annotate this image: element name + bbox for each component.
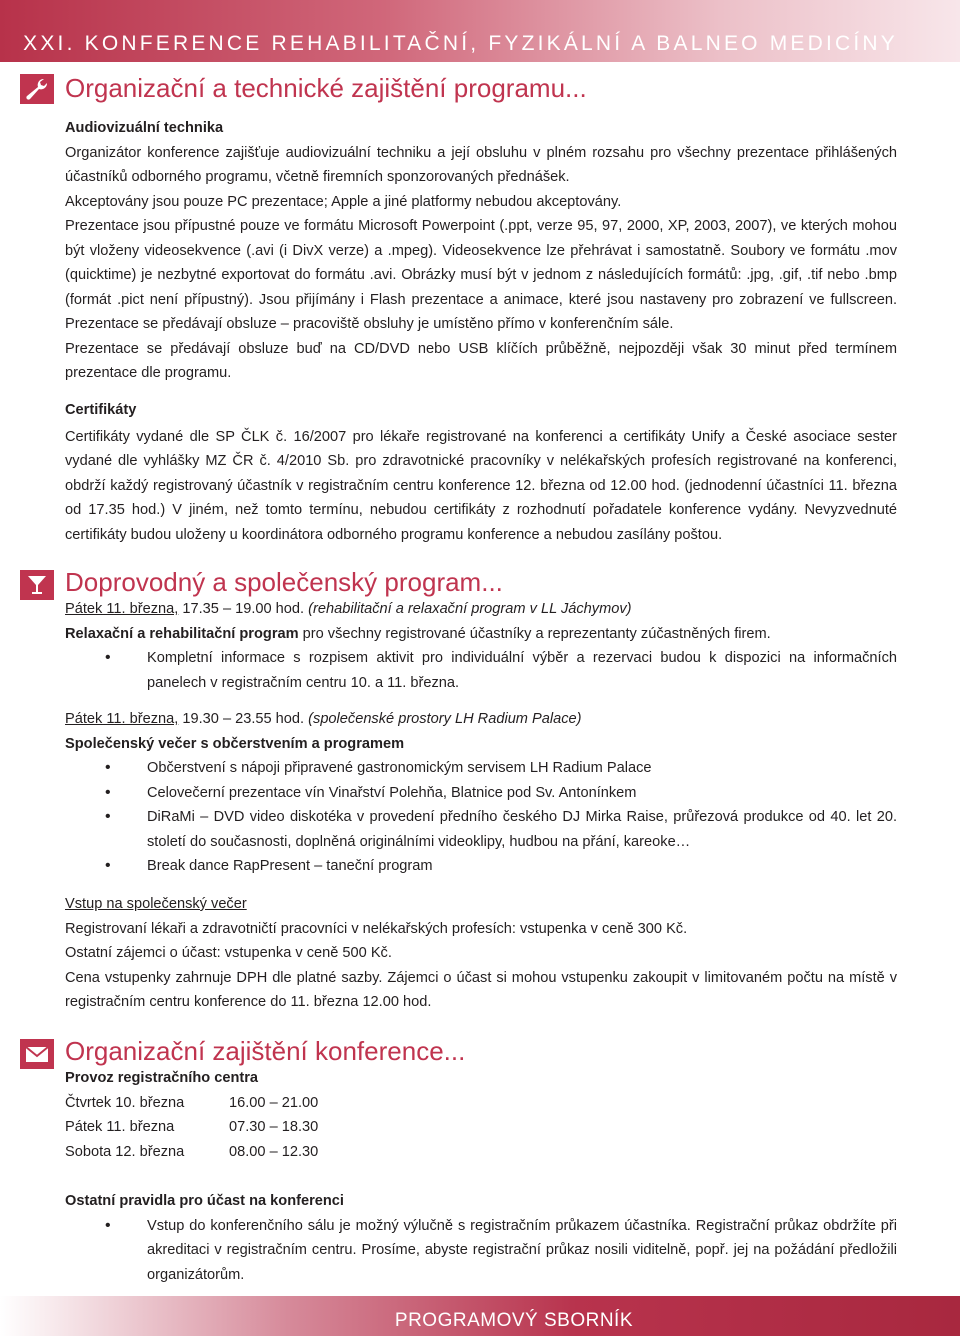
event-2-bullet: • Celovečerní prezentace vín Vinařství Polehňa, Blatnice pod Sv. Antonínkem: [65, 781, 897, 806]
hours-time: 08.00 – 12.30: [229, 1143, 319, 1160]
event-1-date: Pátek 11. března,: [65, 601, 179, 617]
av-heading: Audiovizuální technika: [65, 120, 224, 136]
event-1-title-rest: pro všechny registrované účastníky a reprezentanty zúčastněných firem.: [298, 625, 771, 642]
av-paragraph-1: Organizátor konference zajišťuje audiovizuální techniku a její obsluhu v plném rozsahu pro všechny prezentace přihlášených účastníků odborného programu, včetně firemních sponzorovaných přednášek.: [65, 144, 897, 185]
wrench-icon-svg: [24, 77, 50, 101]
entry-line-2: Ostatní zájemci o účast: vstupenka v ceně 500 Kč.: [65, 945, 392, 961]
av-paragraph-3: Prezentace jsou přípustné pouze ve formátu Microsoft Powerpoint (.ppt, verze 95, 97, 2000, XP, 2003, 2007), ve kterých mohou být vloženy videosekvence (.avi (i DivX verze) a .mpeg). Videosekvence lze přehrávat i samostatně. Soubory ve formátu .mov (quicktime) je nezbytné exportovat do formátu .avi. Obrázky musí být v jednom z následujících formátů: .jpg, .gif, .tif nebo .bmp (formát .pict není přípustný). Jsou přijímány i Flash prezentace a animace, které jsou nastaveny pro zobrazení ve fullscreen. Prezentace se předávají obsluze – pracoviště obsluhy je umístěno přímo v konferenčním sále.: [65, 218, 897, 332]
event-2-time: 19.30 – 23.55 hod.: [178, 711, 309, 727]
rules-bullet: • Vstup do konferenčního sálu je možný výlučně s registračním průkazem účastníka. Registrační průkaz obdržíte při akreditaci v registračním centru. Prosíme, abyste registrační průkaz nosili viditelně, popř. jej na požádání předložili organizátorům.: [65, 1214, 897, 1288]
cocktail-glass-icon: [20, 570, 54, 600]
section-title-organization: Organizační zajištění konference...: [65, 1036, 466, 1066]
event-1-title-line: [65, 622, 897, 647]
event-1-time: 17.35 – 19.00 hod.: [178, 601, 309, 617]
event-1-datetime: [65, 597, 897, 622]
event-2-note: (společenské prostory LH Radium Palace): [308, 711, 582, 727]
av-paragraph-2: Akceptovány jsou pouze PC prezentace; Apple a jiné platformy nebudou akceptovány.: [65, 193, 622, 210]
event-1-bullet: • Kompletní informace s rozpisem aktivit pro individuální výběr a rezervaci budou k dispozici na informačních panelech v registračním centru 10. a 11. března.: [65, 646, 897, 695]
av-paragraph-4: Prezentace se předávají obsluze buď na CD/DVD nebo USB klíčích průběžně, nejpozději však 30 minut před termínem prezentace dle programu.: [65, 340, 897, 381]
entry-heading: Vstup na společenský večer: [65, 896, 247, 912]
envelope-svg: [24, 1044, 50, 1064]
hours-time: 07.30 – 18.30: [229, 1119, 319, 1135]
av-section: [65, 116, 897, 386]
footer-label: PROGRAMOVÝ SBORNÍK: [394, 1310, 633, 1331]
header-bar: [0, 0, 960, 62]
cert-section: [65, 398, 897, 547]
wrench-icon: [20, 74, 54, 104]
section-title-social: Doprovodný a společenský program...: [65, 567, 503, 597]
event-2-bullet: • Občerstvení s nápoji připravené gastronomickým servisem LH Radium Palace: [65, 756, 897, 781]
envelope-icon: [20, 1039, 54, 1069]
cert-heading: Certifikáty: [65, 402, 137, 418]
hours-heading: Provoz registračního centra: [65, 1070, 259, 1086]
event-1-title: Relaxační a rehabilitační program: [65, 625, 299, 642]
hours-day: Sobota 12. března: [65, 1143, 185, 1160]
cocktail-glass-svg: [25, 573, 49, 597]
entry-section: [65, 892, 897, 1015]
footer-bar: [0, 1296, 960, 1336]
hours-day: Čtvrtek 10. března: [65, 1094, 185, 1111]
conference-title: XXI. KONFERENCE REHABILITAČNÍ, FYZIKÁLNÍ A BALNEO MEDICÍNY: [23, 32, 898, 55]
rules-section: [65, 1189, 897, 1287]
cert-paragraph: Certifikáty vydané dle SP ČLK č. 16/2007 pro lékaře registrované na konferenci a certifikáty Unify a České asociace sester vydané dle vyhlášky MZ ČR č. 4/2010 Sb. pro zdravotnické pracovníky v nelékařských profesích registrované na konferenci, obdrží každý registrovaný účastník v registračním centru konference 12. března od 12.00 hod. (jednodenní účastníci 11. března od 17.35 hod.) V jiném, než tomto termínu, nebudou certifikáty z rozhodnutí pořadatele konference vydány. Nevyzvednuté certifikáty budou uloženy u koordinátora odborného programu konference a nebudou zasílány poštou.: [65, 428, 897, 543]
hours-day: Pátek 11. března: [65, 1119, 175, 1135]
section-title-technical: Organizační a technické zajištění programu...: [65, 73, 587, 103]
social-event-2: [65, 707, 897, 879]
social-event-1: [65, 597, 897, 695]
event-1-note: (rehabilitační a relaxační program v LL Jáchymov): [308, 601, 632, 617]
hours-section: [65, 1066, 897, 1164]
event-2-bullet: • DiRaMi – DVD video diskotéka v provedení předního českého DJ Mirka Raise, průřezová produkce od 40. let 20. století do současnosti, doplněná originálními videoklipy, hudbou na přání, kareoke…: [65, 805, 897, 854]
entry-line-1: Registrovaní lékaři a zdravotničtí pracovníci v nelékařských profesích: vstupenka v ceně 300 Kč.: [65, 920, 688, 937]
event-2-bullet: • Break dance RapPresent – taneční program: [65, 854, 897, 879]
event-2-datetime: [65, 707, 897, 732]
event-2-date: Pátek 11. března,: [65, 711, 179, 727]
hours-time: 16.00 – 21.00: [229, 1094, 319, 1111]
rules-heading: Ostatní pravidla pro účast na konferenci: [65, 1193, 344, 1209]
entry-line-3: Cena vstupenky zahrnuje DPH dle platné sazby. Zájemci o účast si mohou vstupenku zakoupit v limitovaném počtu na místě v registračním centru konference do 11. března 12.00 hod.: [65, 969, 897, 1010]
event-2-title: Společenský večer s občerstvením a programem: [65, 735, 405, 752]
hours-table: [65, 1091, 897, 1165]
